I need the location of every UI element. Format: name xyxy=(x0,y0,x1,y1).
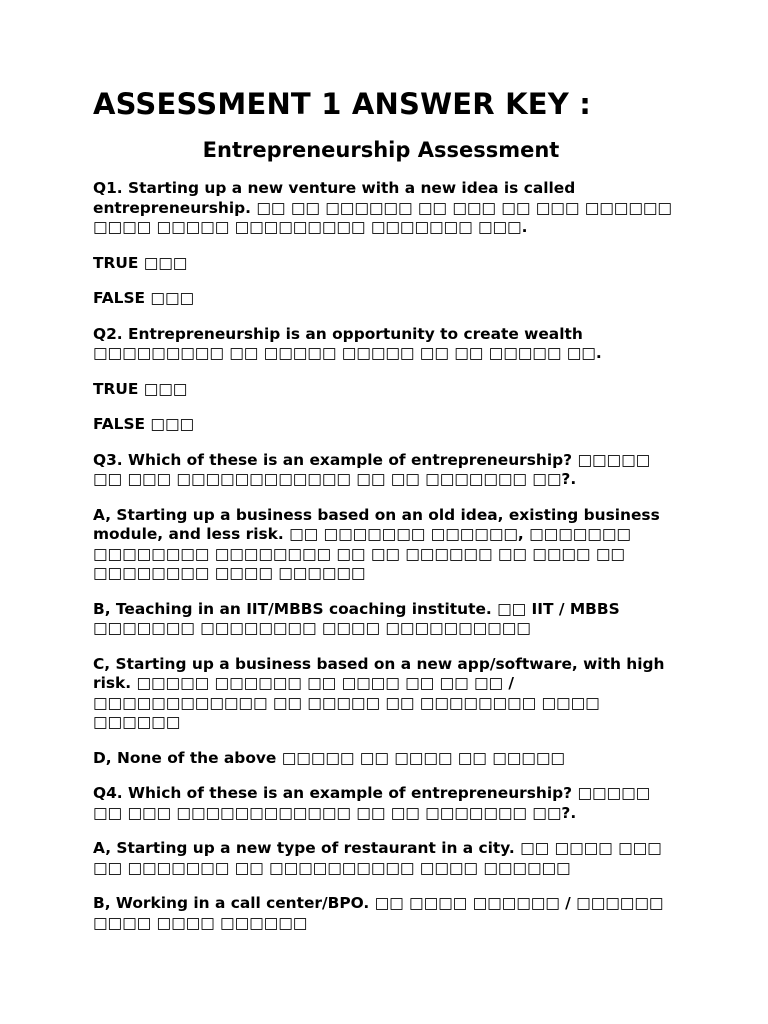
q1-option-true: TRUE □□□ xyxy=(93,253,188,272)
q4-option-a: A, Starting up a new type of restaurant in a city. □□ □□□□ □□□ □□ □□□□□□□ □□ □□□□□□□□□□ □□□□ □□□□□□ xyxy=(93,839,662,877)
q3-option-c: C, Starting up a business based on a new app/software, with high risk. □□□□□ □□□□□□ □□ □□□□ □□ □□ □□ / □□□□□□□□□□□□ □□ □□□□□ □□ □□□□□□□□ □□□□ □□□□□□ xyxy=(93,654,665,731)
q2-option-true: TRUE □□□ xyxy=(93,379,188,398)
q4-question: Q4. Which of these is an example of entrepreneurship? □□□□□ □□ □□□ □□□□□□□□□□□□ □□ □□ □□□□□□□ □□?. xyxy=(93,784,651,822)
q2-question: Q2. Entrepreneurship is an opportunity to create wealth □□□□□□□□□ □□ □□□□□ □□□□□ □□ □□ □□□□□ □□. xyxy=(93,324,602,362)
document-title: ASSESSMENT 1 ANSWER KEY : xyxy=(93,87,592,121)
q1-option-false: FALSE □□□ xyxy=(93,289,195,307)
q2-option-false: FALSE □□□ xyxy=(93,415,195,433)
document-page xyxy=(93,86,683,933)
q3-question: Q3. Which of these is an example of entrepreneurship? □□□□□ □□ □□□ □□□□□□□□□□□□ □□ □□ □□□□□□□ □□?. xyxy=(93,450,651,488)
q3-option-a: A, Starting up a business based on an old idea, existing business module, and less risk. □□ □□□□□□□ □□□□□□, □□□□□□□ □□□□□□□□ □□□□□□□□ □□ □□ □□□□□□ □□ □□□□ □□ □□□□□□□□ □□□□ □□□□□□ xyxy=(93,505,660,582)
q4-option-b: B, Working in a call center/BPO. □□ □□□□ □□□□□□ / □□□□□□ □□□□ □□□□ □□□□□□ xyxy=(93,894,664,932)
q1-question: Q1. Starting up a new venture with a new idea is called entrepreneurship. □□ □□ □□□□□□ □□ □□□ □□ □□□ □□□□□□ □□□□ □□□□□ □□□□□□□□□ □□□□□□□ □□□. xyxy=(93,179,672,236)
q3-option-d: D, None of the above □□□□□ □□ □□□□ □□ □□□□□ xyxy=(93,748,565,767)
q3-option-b: B, Teaching in an IIT/MBBS coaching institute. □□ IIT / MBBS □□□□□□□ □□□□□□□□ □□□□ □□□□□□□□□□ xyxy=(93,599,620,637)
document-subtitle: Entrepreneurship Assessment xyxy=(202,138,560,162)
